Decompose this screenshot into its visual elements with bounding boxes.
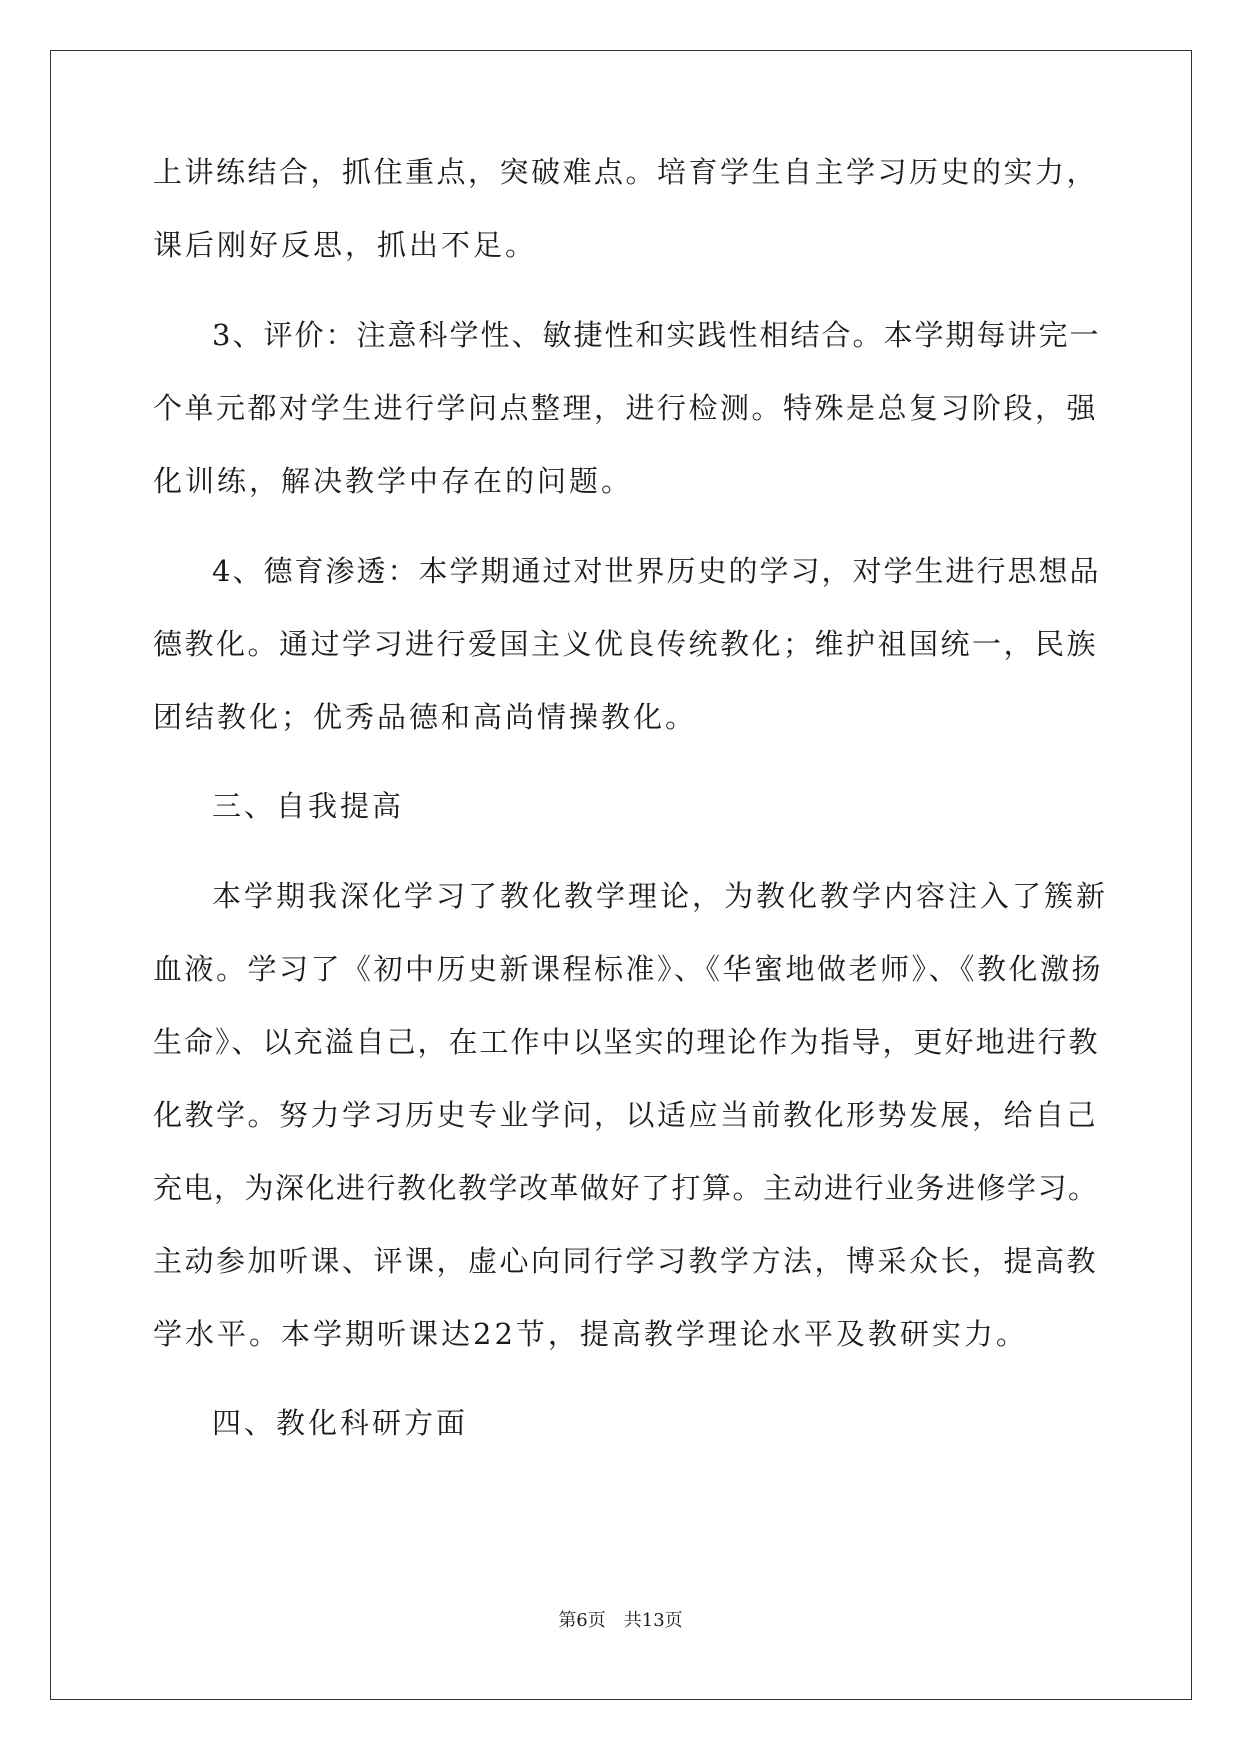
body-text-line: 主动参加听课、评课，虚心向同行学习教学方法，博采众长，提高教 — [153, 1244, 1099, 1278]
page-border — [50, 50, 1192, 1700]
body-text-line: 学水平。本学期听课达22节，提高教学理论水平及教研实力。 — [153, 1317, 1028, 1351]
body-text-line: 上讲练结合，抓住重点，突破难点。培育学生自主学习历史的实力， — [153, 155, 1099, 189]
body-text-line: 4、德育渗透：本学期通过对世界历史的学习，对学生进行思想品 — [212, 554, 1101, 588]
body-text-line: 化训练，解决教学中存在的问题。 — [153, 464, 634, 498]
body-text-line: 充电，为深化进行教化教学改革做好了打算。主动进行业务进修学习。 — [153, 1171, 1099, 1205]
page-number-label: 第6页 共13页 — [558, 1610, 683, 1631]
section-heading: 三、自我提高 — [212, 789, 405, 823]
body-text-line: 德教化。通过学习进行爱国主义优良传统教化；维护祖国统一，民族 — [153, 627, 1099, 661]
body-text-line: 个单元都对学生进行学问点整理，进行检测。特殊是总复习阶段，强 — [153, 391, 1099, 425]
body-text-line: 3、评价：注意科学性、敏捷性和实践性相结合。本学期每讲完一 — [212, 318, 1101, 352]
body-text-line: 课后刚好反思，抓出不足。 — [153, 228, 538, 262]
body-text-line: 生命》、以充溢自己，在工作中以坚实的理论作为指导，更好地进行教 — [153, 1025, 1100, 1059]
body-text-line: 本学期我深化学习了教化教学理论，为教化教学内容注入了簇新 — [212, 879, 1109, 913]
body-text-line: 血液。学习了《初中历史新课程标准》、《华蜜地做老师》、《教化激扬 — [153, 952, 1104, 986]
body-text-line: 化教学。努力学习历史专业学问，以适应当前教化形势发展，给自己 — [153, 1098, 1099, 1132]
page-footer — [0, 1609, 1241, 1633]
section-heading: 四、教化科研方面 — [212, 1406, 469, 1440]
body-text-line: 团结教化；优秀品德和高尚情操教化。 — [153, 700, 698, 734]
